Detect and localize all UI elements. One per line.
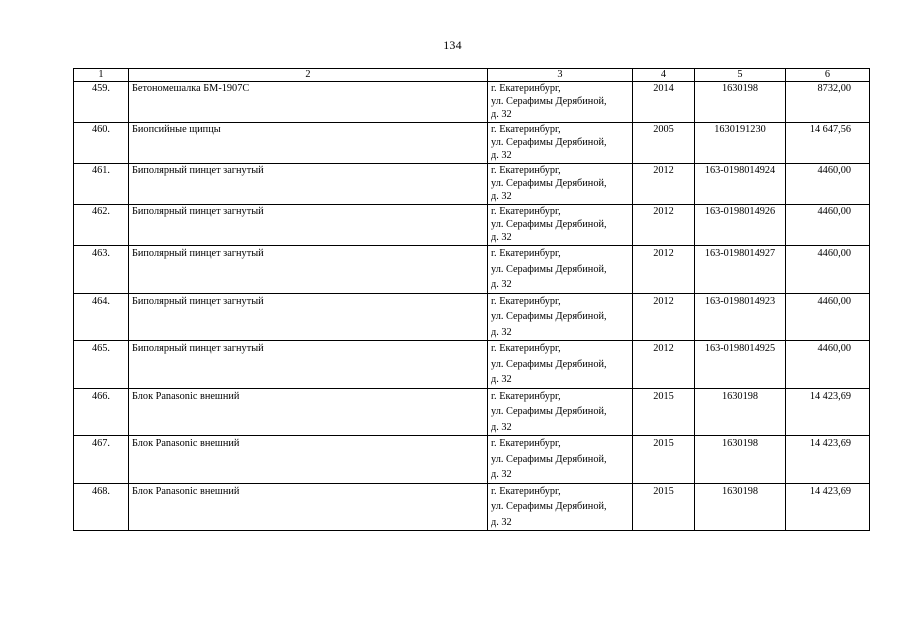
table-row (74, 246, 870, 294)
asset-code: 1630198 (695, 388, 786, 436)
asset-code: 1630198 (695, 483, 786, 531)
asset-name: Блок Panasonic внешний (129, 483, 488, 531)
asset-name: Биполярный пинцет загнутый (129, 164, 488, 205)
asset-amount: 4460,00 (786, 341, 870, 389)
asset-registry-table (73, 68, 870, 531)
asset-year: 2015 (633, 388, 695, 436)
asset-name: Блок Panasonic внешний (129, 436, 488, 484)
table-row (74, 164, 870, 205)
asset-code: 163-0198014927 (695, 246, 786, 294)
header-col-4: 4 (633, 69, 695, 82)
asset-address: г. Екатеринбург, ул. Серафимы Дерябиной, д. 32 (488, 293, 633, 341)
asset-name: Бетономешалка БМ-1907С (129, 82, 488, 123)
asset-amount: 14 647,56 (786, 123, 870, 164)
asset-amount: 4460,00 (786, 246, 870, 294)
asset-name: Биопсийные щипцы (129, 123, 488, 164)
asset-amount: 8732,00 (786, 82, 870, 123)
asset-code: 163-0198014925 (695, 341, 786, 389)
asset-code: 163-0198014923 (695, 293, 786, 341)
asset-code: 1630198 (695, 436, 786, 484)
row-number: 463. (74, 246, 129, 294)
asset-address: г. Екатеринбург, ул. Серафимы Дерябиной, д. 32 (488, 164, 633, 205)
asset-address: г. Екатеринбург, ул. Серафимы Дерябиной, д. 32 (488, 205, 633, 246)
table-body (74, 82, 870, 531)
asset-code: 163-0198014924 (695, 164, 786, 205)
row-number: 460. (74, 123, 129, 164)
row-number: 459. (74, 82, 129, 123)
asset-code: 1630191230 (695, 123, 786, 164)
asset-address: г. Екатеринбург, ул. Серафимы Дерябиной, д. 32 (488, 246, 633, 294)
asset-address: г. Екатеринбург, ул. Серафимы Дерябиной, д. 32 (488, 341, 633, 389)
table-row (74, 123, 870, 164)
table-row (74, 436, 870, 484)
table-row (74, 341, 870, 389)
row-number: 465. (74, 341, 129, 389)
asset-year: 2015 (633, 483, 695, 531)
asset-year: 2005 (633, 123, 695, 164)
table-header (74, 69, 870, 82)
asset-year: 2014 (633, 82, 695, 123)
table-row (74, 82, 870, 123)
row-number: 467. (74, 436, 129, 484)
table-row (74, 205, 870, 246)
row-number: 468. (74, 483, 129, 531)
row-number: 466. (74, 388, 129, 436)
asset-address: г. Екатеринбург, ул. Серафимы Дерябиной, д. 32 (488, 123, 633, 164)
asset-amount: 14 423,69 (786, 436, 870, 484)
asset-name: Биполярный пинцет загнутый (129, 205, 488, 246)
table-row (74, 388, 870, 436)
asset-address: г. Екатеринбург, ул. Серафимы Дерябиной, д. 32 (488, 483, 633, 531)
asset-name: Биполярный пинцет загнутый (129, 341, 488, 389)
asset-amount: 4460,00 (786, 293, 870, 341)
asset-address: г. Екатеринбург, ул. Серафимы Дерябиной, д. 32 (488, 436, 633, 484)
asset-name: Биполярный пинцет загнутый (129, 293, 488, 341)
table-row (74, 483, 870, 531)
asset-amount: 14 423,69 (786, 388, 870, 436)
asset-year: 2012 (633, 293, 695, 341)
asset-name: Биполярный пинцет загнутый (129, 246, 488, 294)
row-number: 462. (74, 205, 129, 246)
asset-year: 2012 (633, 205, 695, 246)
header-row (74, 69, 870, 82)
header-col-3: 3 (488, 69, 633, 82)
asset-year: 2012 (633, 341, 695, 389)
asset-code: 1630198 (695, 82, 786, 123)
asset-year: 2012 (633, 246, 695, 294)
table-row (74, 293, 870, 341)
row-number: 464. (74, 293, 129, 341)
header-col-1: 1 (74, 69, 129, 82)
asset-amount: 4460,00 (786, 164, 870, 205)
asset-name: Блок Panasonic внешний (129, 388, 488, 436)
page-number: 134 (443, 38, 462, 52)
asset-code: 163-0198014926 (695, 205, 786, 246)
asset-year: 2015 (633, 436, 695, 484)
asset-amount: 14 423,69 (786, 483, 870, 531)
asset-address: г. Екатеринбург, ул. Серафимы Дерябиной, д. 32 (488, 82, 633, 123)
header-col-5: 5 (695, 69, 786, 82)
header-col-2: 2 (129, 69, 488, 82)
asset-amount: 4460,00 (786, 205, 870, 246)
asset-address: г. Екатеринбург, ул. Серафимы Дерябиной, д. 32 (488, 388, 633, 436)
asset-year: 2012 (633, 164, 695, 205)
row-number: 461. (74, 164, 129, 205)
header-col-6: 6 (786, 69, 870, 82)
